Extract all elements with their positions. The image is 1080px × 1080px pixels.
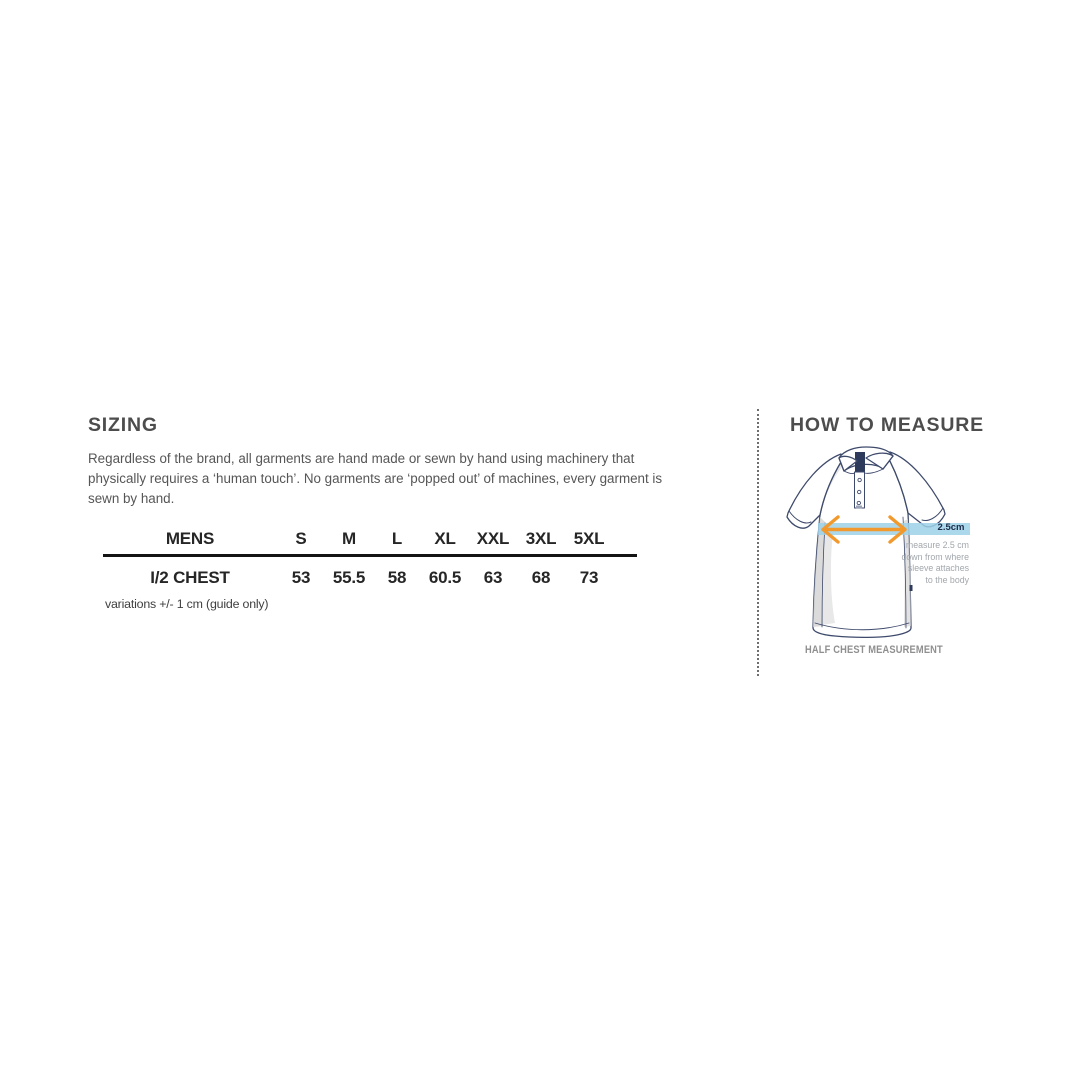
sizing-description <box>88 449 738 508</box>
placket-bartack <box>856 506 862 509</box>
half-chest-value-s: 53 <box>291 568 311 587</box>
sizing-description-line: sewn by hand. <box>88 490 175 506</box>
band-measurement-label: 2.5cm <box>937 522 965 533</box>
row-label-half-chest: I/2 CHEST <box>150 568 230 587</box>
measure-instructions <box>855 540 969 586</box>
column-header-5xl: 5XL <box>573 529 605 548</box>
size-chart-table <box>103 527 637 611</box>
variations-note: variations +/- 1 cm (guide only) <box>105 597 269 611</box>
half-chest-value-xxl: 63 <box>483 568 503 587</box>
half-chest-value-l: 58 <box>387 568 407 587</box>
column-header-xl: XL <box>434 529 456 548</box>
button <box>858 490 861 493</box>
half-chest-row <box>103 566 637 590</box>
section-divider <box>757 409 759 676</box>
table-divider <box>103 554 637 557</box>
sizing-description-line: Regardless of the brand, all garments are hand made or sewn by hand using machinery that <box>88 451 635 466</box>
half-chest-value-xl: 60.5 <box>428 568 462 587</box>
column-header-l: L <box>391 529 403 548</box>
column-header-xxl: XXL <box>476 529 510 548</box>
size-chart-header-row <box>103 527 637 551</box>
how-to-measure-heading: HOW TO MEASURE <box>790 414 984 436</box>
button <box>857 501 860 504</box>
half-chest-value-3xl: 68 <box>531 568 551 587</box>
column-header-3xl: 3XL <box>525 529 557 548</box>
sizing-heading: SIZING <box>88 414 158 436</box>
collar-inner-placket <box>855 452 865 473</box>
column-header-mens: MENS <box>165 529 215 548</box>
measure-instructions-line: to the body <box>925 574 969 585</box>
half-chest-value-5xl: 73 <box>579 568 599 587</box>
sizing-description-line: physically requires a ‘human touch’. No garments are ‘popped out’ of machines, every garment is <box>88 470 663 486</box>
measure-instructions-line: sleeve attaches <box>907 563 969 574</box>
column-header-s: S <box>295 529 307 548</box>
half-chest-caption: HALF CHEST MEASUREMENT <box>805 644 943 656</box>
button <box>858 478 861 481</box>
half-chest-value-m: 55.5 <box>332 568 366 587</box>
measure-instructions-line: measure 2.5 cm <box>905 540 969 550</box>
measure-instructions-line: down from where <box>901 551 969 562</box>
column-header-m: M <box>342 529 356 548</box>
